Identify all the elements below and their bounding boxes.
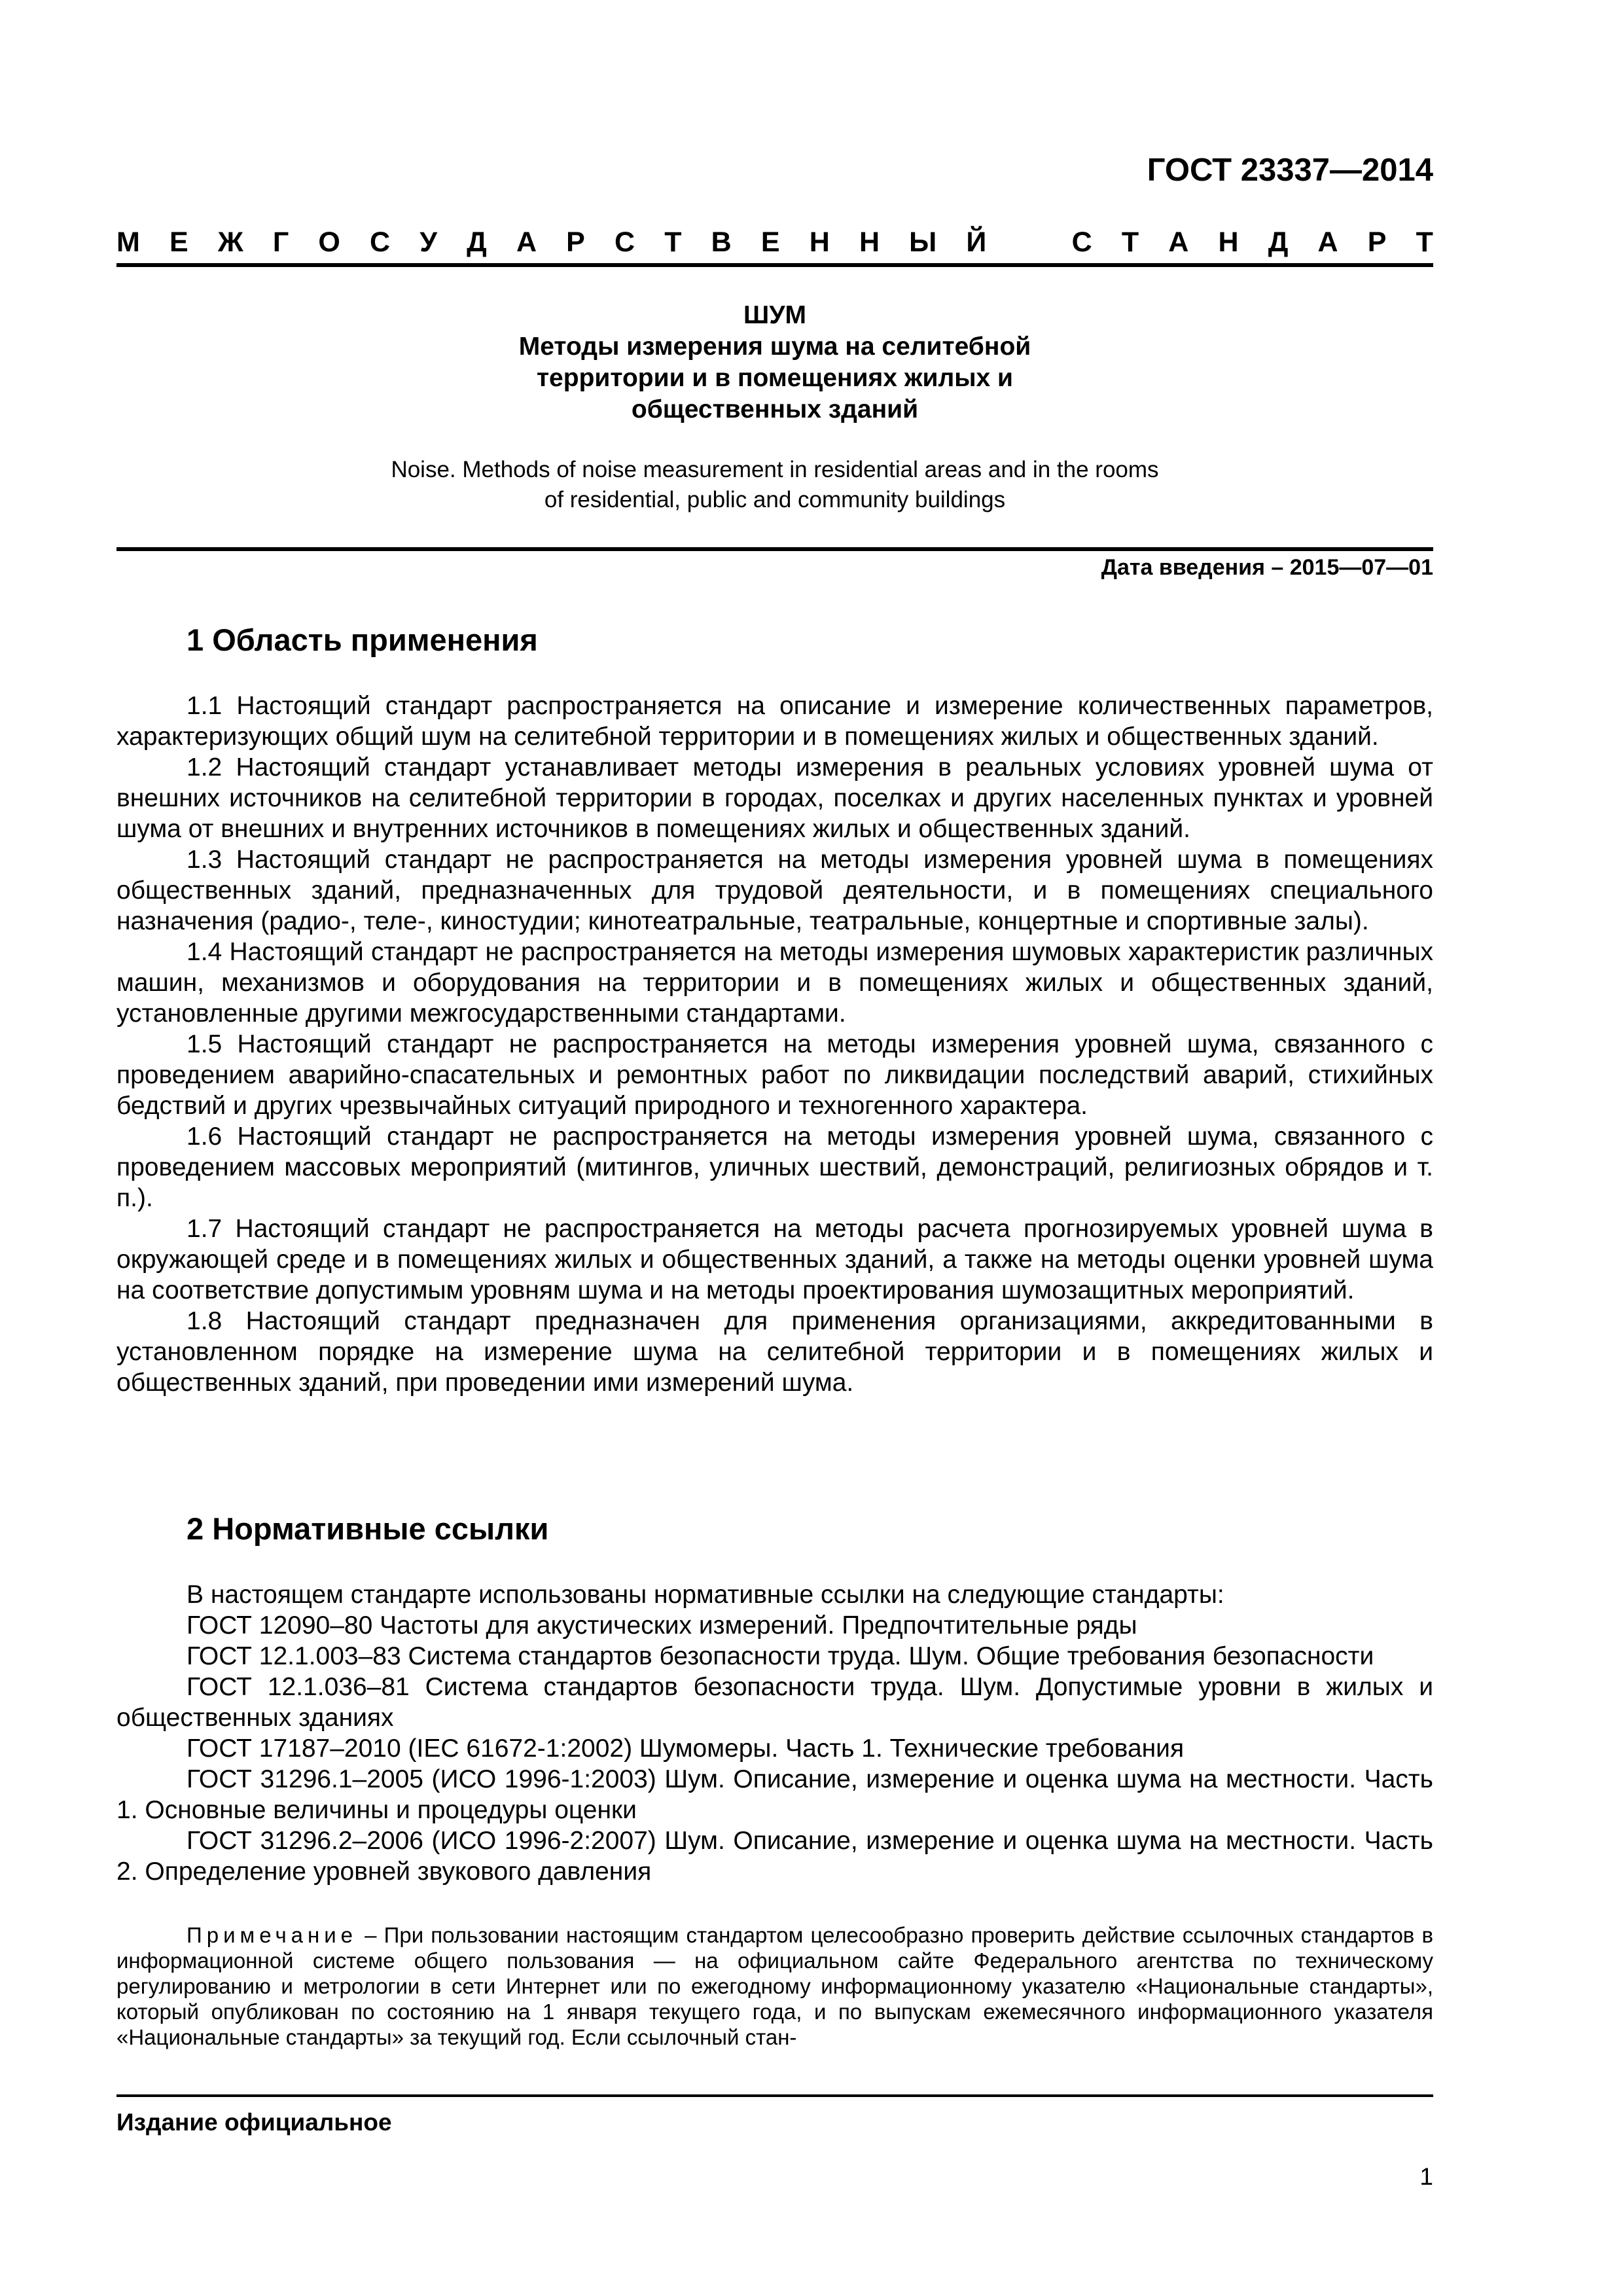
banner-letter: Р [1367, 226, 1387, 258]
note-text: – При пользовании настоящим стандартом целесообразно проверить действие ссылочных стандартов в информационной системе общего пользования — на официальном сайте Федерального агентства по техническому регулированию и метрологии в сети Интернет или по ежегодному информационному указателю «Национальные стандарты», который опубликован по состоянию на 1 января текущего года, и по выпускам ежемесячного информационного указателя «Национальные стандарты» за текущий год. Если ссылочный стан- [116, 1923, 1433, 2049]
title-line: ШУМ [743, 301, 806, 329]
banner-letter: Ж [217, 226, 243, 258]
banner-letter: А [1168, 226, 1189, 258]
banner-letter: С [370, 226, 391, 258]
paragraph: 1.7 Настоящий стандарт не распространяется на методы расчета прогнозируемых уровней шума в окружающей среде и в помещениях жилых и общественных зданий, а также на методы оценки уровней шума на соответствие допустимым уровням шума и на методы проектирования шумозащитных мероприятий. [116, 1215, 1433, 1304]
banner-letter: Н [1218, 226, 1239, 258]
banner-letter: С [615, 226, 635, 258]
page-number: 1 [1419, 2163, 1433, 2190]
effective-date: Дата введения – 2015—07—01 [1101, 555, 1433, 580]
banner-letter: Й [966, 226, 987, 258]
section-body [116, 691, 1433, 1398]
reference-item: ГОСТ 12.1.036–81 Система стандартов безопасности труда. Шум. Допустимые уровни в жилых и общественных зданиях [116, 1673, 1433, 1732]
reference-item: ГОСТ 12.1.003–83 Система стандартов безопасности труда. Шум. Общие требования безопасности [187, 1642, 1374, 1670]
banner-letter: Е [169, 226, 188, 258]
interstate-standard-banner [116, 226, 1433, 259]
paragraph: 1.4 Настоящий стандарт не распространяется на методы измерения шумовых характеристик различных машин, механизмов и оборудования на территории и в помещениях жилых и общественных зданий, установленные другими межгосударственными стандартами. [116, 938, 1433, 1028]
title-line: общественных зданий [631, 395, 919, 423]
reference-item: ГОСТ 17187–2010 (IEC 61672-1:2002) Шумомеры. Часть 1. Технические требования [187, 1734, 1185, 1763]
banner-letter: О [318, 226, 340, 258]
document-code: ГОСТ 23337—2014 [1147, 152, 1433, 188]
reference-item: В настоящем стандарте использованы нормативные ссылки на следующие стандарты: [187, 1581, 1224, 1609]
reference-item: ГОСТ 31296.1–2005 (ИСО 1996-1:2003) Шум. Описание, измерение и оценка шума на местности. Часть 1. Основные величины и процедуры оценки [116, 1765, 1433, 1824]
banner-letter: А [516, 226, 537, 258]
english-title-line: Noise. Methods of noise measurement in residential areas and in the rooms [391, 457, 1159, 482]
english-title [116, 455, 1433, 515]
paragraph: 1.1 Настоящий стандарт распространяется на описание и измерение количественных параметров, характеризующих общий шум на селитебной территории и в помещениях жилых и общественных зданий. [116, 692, 1433, 751]
reference-item: ГОСТ 31296.2–2006 (ИСО 1996-2:2007) Шум. Описание, измерение и оценка шума на местности. Часть 2. Определение уровней звукового давления [116, 1827, 1433, 1886]
note-paragraph [116, 1922, 1433, 2050]
banner-letter: У [419, 226, 437, 258]
banner-letter: С [1071, 226, 1092, 258]
section-heading: 2 Нормативные ссылки [187, 1511, 549, 1546]
banner-letter: Н [809, 226, 830, 258]
title-line: территории и в помещениях жилых и [536, 364, 1014, 392]
paragraph: 1.3 Настоящий стандарт не распространяется на методы измерения уровней шума в помещениях общественных зданий, предназначенных для трудовой деятельности, и в помещениях специального назначения (радио-, теле-, киностудии; кинотеатральные, театральные, концертные и спортивные залы). [116, 846, 1433, 935]
footer-rule [116, 2094, 1433, 2097]
banner-letter: М [116, 226, 140, 258]
paragraph: 1.6 Настоящий стандарт не распространяется на методы измерения уровней шума, связанного с проведением массовых мероприятий (митингов, уличных шествий, демонстраций, религиозных обрядов и т. п.). [116, 1122, 1433, 1212]
paragraph: 1.5 Настоящий стандарт не распространяется на методы измерения уровней шума, связанного с проведением аварийно-спасательных и ремонтных работ по ликвидации последствий аварий, стихийных бедствий и других чрезвычайных ситуаций природного и техногенного характера. [116, 1030, 1433, 1120]
paragraph: 1.2 Настоящий стандарт устанавливает методы измерения в реальных условиях уровней шума от внешних источников на селитебной территории в городах, поселках и других населенных пунктах и уровней шума от внешних и внутренних источников в помещениях жилых и общественных зданий. [116, 753, 1433, 843]
english-title-line: of residential, public and community buildings [544, 487, 1006, 512]
banner-letter: Ы [909, 226, 937, 258]
header-rule [116, 263, 1433, 267]
banner-letter: Е [760, 226, 780, 258]
note-label: Примечание [187, 1923, 358, 1947]
paragraph: 1.8 Настоящий стандарт предназначен для применения организациями, аккредитованными в установленном порядке на измерение шума на селитебной территории и в помещениях жилых и общественных зданий, при проведении ими измерений шума. [116, 1307, 1433, 1397]
banner-letter: Г [272, 226, 289, 258]
title-line: Методы измерения шума на селитебной [518, 332, 1031, 361]
edition-label: Издание официальное [116, 2109, 392, 2136]
title-rule [116, 547, 1433, 551]
banner-letter: Н [859, 226, 880, 258]
banner-letter: Т [1416, 226, 1433, 258]
section-heading: 1 Область применения [187, 622, 538, 657]
banner-letter: Т [1121, 226, 1139, 258]
references-list [116, 1579, 1433, 1887]
banner-letter: Д [1268, 226, 1289, 258]
reference-item: ГОСТ 12090–80 Частоты для акустических измерений. Предпочтительные ряды [187, 1611, 1137, 1640]
banner-letter: В [711, 226, 732, 258]
banner-letter: Р [566, 226, 585, 258]
banner-letter: Д [467, 226, 487, 258]
banner-letter: А [1317, 226, 1338, 258]
document-title [116, 300, 1433, 425]
note-block [116, 1922, 1433, 2050]
banner-letter: Т [664, 226, 682, 258]
